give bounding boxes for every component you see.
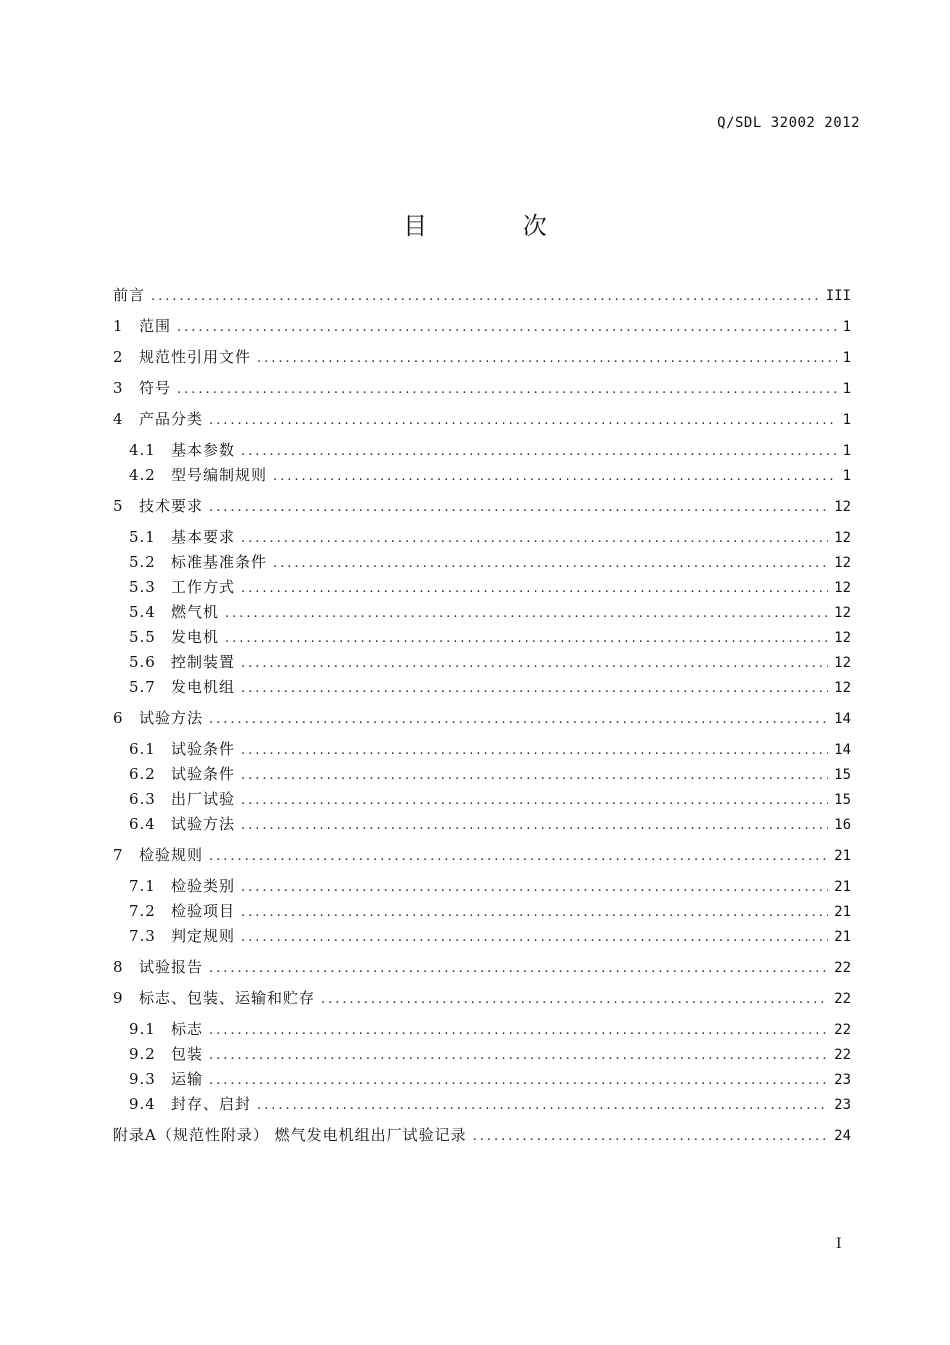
toc-entry-page: 16 xyxy=(834,817,851,833)
toc-entry[interactable] xyxy=(129,464,851,486)
toc-entry-page: 22 xyxy=(834,960,851,976)
toc-leader-dots xyxy=(241,790,828,812)
toc-leader-dots xyxy=(257,348,837,370)
toc-entry-page: 15 xyxy=(834,792,851,808)
toc-entry-number: 9.1 xyxy=(129,1020,156,1038)
toc-entry[interactable] xyxy=(113,707,851,729)
toc-entry-number: 7.1 xyxy=(129,877,156,895)
toc-entry-page: 12 xyxy=(834,655,851,671)
toc-entry-page: 12 xyxy=(834,580,851,596)
toc-entry-page: 12 xyxy=(834,605,851,621)
toc-entry-title: 范围 xyxy=(139,317,172,335)
toc-leader-dots xyxy=(209,958,828,980)
toc-entry-number: 5.4 xyxy=(129,603,156,621)
document-code: Q/SDL 32002 2012 xyxy=(717,115,860,131)
toc-entry-title: 试验方法 xyxy=(171,815,236,833)
toc-entry-number: 2 xyxy=(113,348,123,366)
toc-leader-dots xyxy=(241,528,828,550)
toc-entry-number: 6 xyxy=(113,709,123,727)
toc-entry[interactable] xyxy=(113,377,851,399)
toc-entry-title: 标志、包装、运输和贮存 xyxy=(139,989,316,1007)
toc-entry-title: 控制装置 xyxy=(171,653,236,671)
toc-entry[interactable] xyxy=(129,551,851,573)
toc-entry[interactable] xyxy=(129,439,851,461)
toc-leader-dots xyxy=(177,317,837,339)
toc-entry-number: 5.7 xyxy=(129,678,156,696)
toc-entry[interactable] xyxy=(113,408,851,430)
toc-entry-title: 发电机组 xyxy=(171,678,236,696)
toc-entry[interactable] xyxy=(129,900,851,922)
toc-entry-title: 产品分类 xyxy=(139,410,204,428)
toc-entry[interactable] xyxy=(113,284,851,306)
toc-entry-page: 24 xyxy=(834,1128,851,1144)
toc-entry-number: 5 xyxy=(113,497,123,515)
toc-entry-page: 15 xyxy=(834,767,851,783)
toc-entry-number: 5.5 xyxy=(129,628,156,646)
toc-entry[interactable] xyxy=(129,925,851,947)
toc-entry[interactable] xyxy=(129,576,851,598)
toc-leader-dots xyxy=(241,765,828,787)
toc-entry-title: 试验条件 xyxy=(171,740,236,758)
toc-entry[interactable] xyxy=(129,1043,851,1065)
toc-entry-title: 符号 xyxy=(139,379,172,397)
toc-leader-dots xyxy=(241,877,828,899)
page-number: I xyxy=(836,1236,842,1252)
toc-entry-number: 9.3 xyxy=(129,1070,156,1088)
toc-entry[interactable] xyxy=(129,738,851,760)
toc-leader-dots xyxy=(241,441,837,463)
toc-entry[interactable] xyxy=(129,1093,851,1115)
toc-entry-title: 基本要求 xyxy=(171,528,236,546)
toc-entry-title: 包装 xyxy=(171,1045,204,1063)
toc-entry-title: 前言 xyxy=(113,286,146,304)
toc-entry[interactable] xyxy=(129,626,851,648)
toc-entry-title: 型号编制规则 xyxy=(171,466,268,484)
toc-leader-dots xyxy=(241,740,828,762)
toc-leader-dots xyxy=(177,379,837,401)
toc-entry-page: 22 xyxy=(834,1047,851,1063)
toc-entry-page: 14 xyxy=(834,742,851,758)
toc-entry[interactable] xyxy=(129,875,851,897)
toc-entry-title: 检验项目 xyxy=(171,902,236,920)
toc-entry-number: 9.2 xyxy=(129,1045,156,1063)
toc-entry-number: 9 xyxy=(113,989,123,1007)
toc-entry[interactable] xyxy=(113,844,851,866)
toc-entry-number: 5.6 xyxy=(129,653,156,671)
toc-leader-dots xyxy=(151,286,820,308)
toc-entry-title: 出厂试验 xyxy=(171,790,236,808)
toc-leader-dots xyxy=(209,1020,828,1042)
toc-entry-number: 4.1 xyxy=(129,441,156,459)
toc-leader-dots xyxy=(225,628,828,650)
toc-entry-number: 3 xyxy=(113,379,123,397)
toc-entry-number: 4 xyxy=(113,410,123,428)
toc-entry-page: 1 xyxy=(842,468,851,484)
toc-leader-dots xyxy=(473,1126,829,1148)
toc-leader-dots xyxy=(241,578,828,600)
toc-entry-number: 7.2 xyxy=(129,902,156,920)
toc-entry-number: 9.4 xyxy=(129,1095,156,1113)
toc-entry-title: 试验报告 xyxy=(139,958,204,976)
toc-leader-dots xyxy=(209,497,828,519)
toc-entry[interactable] xyxy=(129,788,851,810)
toc-entry-number: 6.3 xyxy=(129,790,156,808)
toc-entry-page: 14 xyxy=(834,711,851,727)
toc-entry[interactable] xyxy=(129,1018,851,1040)
toc-entry-page: 21 xyxy=(834,848,851,864)
toc-leader-dots xyxy=(209,709,828,731)
toc-leader-dots xyxy=(209,410,837,432)
toc-entry[interactable] xyxy=(129,1068,851,1090)
toc-leader-dots xyxy=(273,466,837,488)
toc-entry-page: 12 xyxy=(834,555,851,571)
toc-entry[interactable] xyxy=(113,956,851,978)
toc-entry-page: III xyxy=(825,288,851,304)
toc-entry[interactable] xyxy=(113,346,851,368)
toc-entry-page: 23 xyxy=(834,1097,851,1113)
toc-entry-number: 6.4 xyxy=(129,815,156,833)
toc-entry-page: 12 xyxy=(834,680,851,696)
toc-entry-page: 12 xyxy=(834,499,851,515)
toc-entry[interactable] xyxy=(113,495,851,517)
toc-entry-number: 6.2 xyxy=(129,765,156,783)
toc-leader-dots xyxy=(321,989,828,1011)
toc-entry-number: 5.2 xyxy=(129,553,156,571)
toc-leader-dots xyxy=(209,846,828,868)
toc-entry-page: 1 xyxy=(842,319,851,335)
toc-entry[interactable] xyxy=(129,676,851,698)
toc-entry-page: 12 xyxy=(834,530,851,546)
toc-entry[interactable] xyxy=(129,526,851,548)
toc-entry-title: 试验条件 xyxy=(171,765,236,783)
toc-entry[interactable] xyxy=(129,601,851,623)
toc-entry-page: 22 xyxy=(834,1022,851,1038)
toc-entry-page: 12 xyxy=(834,630,851,646)
toc-entry-title: 基本参数 xyxy=(171,441,236,459)
toc-entry-title: 规范性引用文件 xyxy=(139,348,252,366)
toc-leader-dots xyxy=(225,603,828,625)
toc-entry-number: 4.2 xyxy=(129,466,156,484)
toc-entry-title: 发电机 xyxy=(171,628,220,646)
toc-entry-title: 试验方法 xyxy=(139,709,204,727)
toc-leader-dots xyxy=(241,678,828,700)
toc-leader-dots xyxy=(241,815,828,837)
toc-entry[interactable] xyxy=(113,315,851,337)
toc-entry-title: 检验类别 xyxy=(171,877,236,895)
toc-entry[interactable] xyxy=(113,1124,851,1146)
toc-entry-title: 判定规则 xyxy=(171,927,236,945)
toc-entry-page: 21 xyxy=(834,929,851,945)
toc-entry-title: 附录A（规范性附录） 燃气发电机组出厂试验记录 xyxy=(113,1126,467,1144)
toc-entry-page: 21 xyxy=(834,904,851,920)
toc-leader-dots xyxy=(273,553,828,575)
toc-entry-number: 8 xyxy=(113,958,123,976)
toc-entry[interactable] xyxy=(129,813,851,835)
toc-entry-title: 封存、启封 xyxy=(171,1095,252,1113)
toc-entry-title: 检验规则 xyxy=(139,846,204,864)
toc-entry-page: 23 xyxy=(834,1072,851,1088)
toc-entry-title: 燃气机 xyxy=(171,603,220,621)
toc-leader-dots xyxy=(241,653,828,675)
toc-leader-dots xyxy=(257,1095,828,1117)
toc-entry-title: 技术要求 xyxy=(139,497,204,515)
toc-entry-page: 1 xyxy=(842,350,851,366)
toc-entry-page: 22 xyxy=(834,991,851,1007)
toc-entry-page: 1 xyxy=(842,381,851,397)
toc-entry-title: 运输 xyxy=(171,1070,204,1088)
toc-entry[interactable] xyxy=(129,651,851,673)
toc-entry-number: 7.3 xyxy=(129,927,156,945)
toc-entry-title: 工作方式 xyxy=(171,578,236,596)
toc-entry[interactable] xyxy=(129,763,851,785)
toc-entry-page: 21 xyxy=(834,879,851,895)
toc-entry[interactable] xyxy=(113,987,851,1009)
toc-leader-dots xyxy=(241,927,828,949)
toc-entry-number: 6.1 xyxy=(129,740,156,758)
toc-entry-title: 标志 xyxy=(171,1020,204,1038)
toc-entry-title: 标准基准条件 xyxy=(171,553,268,571)
toc-entry-number: 1 xyxy=(113,317,123,335)
toc-entry-page: 1 xyxy=(842,412,851,428)
page-title: 目 次 xyxy=(403,212,591,240)
toc-entry-number: 5.3 xyxy=(129,578,156,596)
toc-entry-page: 1 xyxy=(842,443,851,459)
toc-leader-dots xyxy=(209,1045,828,1067)
toc-entry-number: 5.1 xyxy=(129,528,156,546)
toc-leader-dots xyxy=(209,1070,828,1092)
toc-leader-dots xyxy=(241,902,828,924)
toc-entry-number: 7 xyxy=(113,846,123,864)
